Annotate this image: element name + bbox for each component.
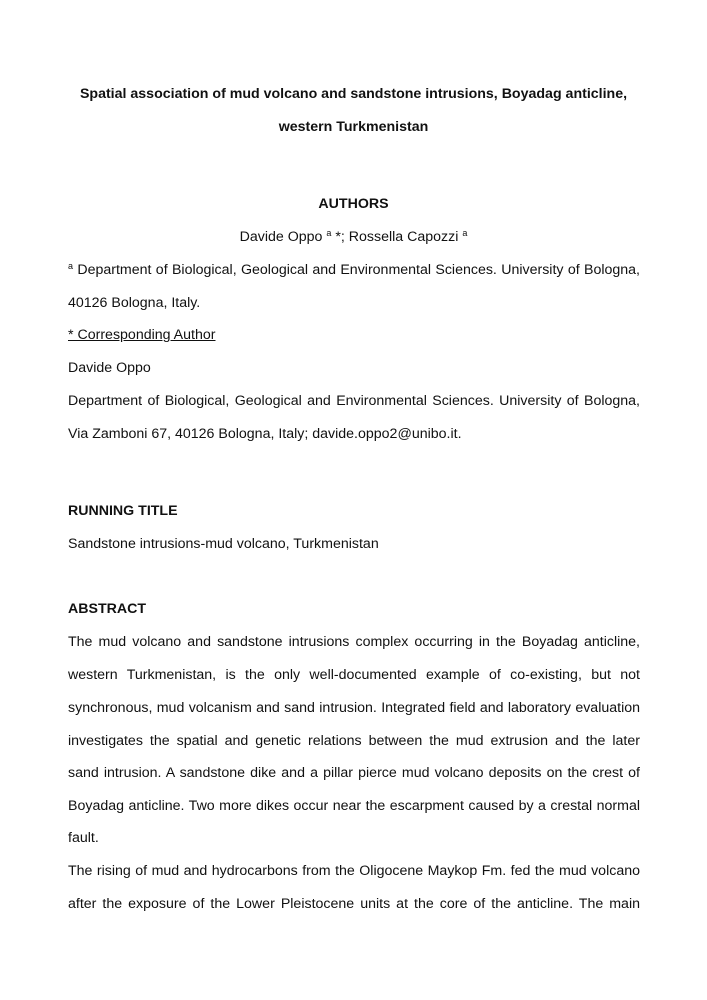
affiliation-mark: a xyxy=(68,261,74,271)
authors-heading: AUTHORS xyxy=(318,196,389,212)
abstract-line: synchronous, mud volcanism and sand intrusion. Integrated field and laboratory evaluation xyxy=(68,700,640,716)
abstract-line: fault. xyxy=(68,830,99,846)
author-list xyxy=(0,228,707,246)
abstract-line: after the exposure of the Lower Pleistocene units at the core of the anticline. The main xyxy=(68,896,640,912)
abstract-line: The rising of mud and hydrocarbons from the Oligocene Maykop Fm. fed the mud volcano xyxy=(68,863,640,879)
author-1: Davide Oppo xyxy=(239,229,323,245)
title-line-2: western Turkmenistan xyxy=(278,119,429,135)
corresponding-address-line-1: Department of Biological, Geological and Environmental Sciences. University of Bologna, xyxy=(68,393,640,409)
abstract-line: western Turkmenistan, is the only well-documented example of co-existing, but not xyxy=(68,667,640,683)
affiliation-line-2: 40126 Bologna, Italy. xyxy=(68,295,201,311)
abstract-line: sand intrusion. A sandstone dike and a pillar pierce mud volcano deposits on the crest of xyxy=(68,765,640,781)
running-title-text: Sandstone intrusions-mud volcano, Turkmenistan xyxy=(68,536,379,552)
abstract-heading: ABSTRACT xyxy=(68,601,147,617)
corresponding-mark: *; xyxy=(331,229,349,245)
abstract-line: investigates the spatial and genetic relations between the mud extrusion and the later xyxy=(68,733,640,749)
author-2-affiliation-mark: a xyxy=(462,228,468,238)
corresponding-author-name: Davide Oppo xyxy=(68,360,151,376)
corresponding-author-label: * Corresponding Author xyxy=(68,327,216,343)
abstract-line: The mud volcano and sandstone intrusions complex occurring in the Boyadag anticline, xyxy=(68,634,640,650)
author-1-affiliation-mark: a xyxy=(326,228,332,238)
title-line-1: Spatial association of mud volcano and sandstone intrusions, Boyadag anticline, xyxy=(79,86,628,102)
author-2: Rossella Capozzi xyxy=(348,229,459,245)
affiliation-line-1: $^a$ Department of Biological, Geological and Environmental Sciences. University of Bologna, xyxy=(68,261,640,278)
running-title-heading: RUNNING TITLE xyxy=(68,503,178,519)
corresponding-address-line-2: Via Zamboni 67, 40126 Bologna, Italy; davide.oppo2@unibo.it. xyxy=(68,426,462,442)
abstract-line: Boyadag anticline. Two more dikes occur near the escarpment caused by a crestal normal xyxy=(68,798,640,814)
